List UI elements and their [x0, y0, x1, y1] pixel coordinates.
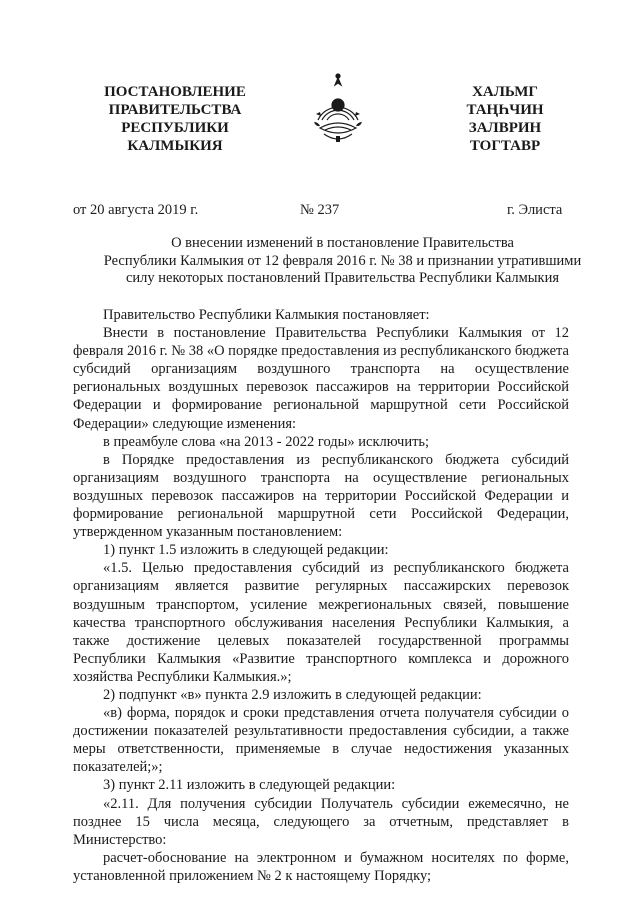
- resolution-title: [100, 235, 585, 288]
- paragraph: 2) подпункт «в» пункта 2.9 изложить в следующей редакции:: [103, 686, 482, 703]
- paragraph: Правительство Республики Калмыкия постановляет:: [103, 307, 430, 323]
- resolution-city: г. Элиста: [507, 202, 563, 218]
- header-right-line: ТАҢҺЧИН: [466, 102, 544, 118]
- header-right-line: ХАЛЬМГ: [472, 84, 538, 100]
- document-body: [73, 306, 569, 885]
- title-line: силу некоторых постановлений Правительства Республики Калмыкия: [125, 270, 560, 286]
- paragraph: «1.5. Целью предоставления субсидий из республиканского бюджета организациям является развитие регулярных пассажирских перевозок воздушным транспортом, усиление межрегиональных связей, повышение качества транспортного обслуживания населения Республики Калмыкия, а также достижение целевых показателей государственной программы Республики Калмыкия «Развитие транспортного комплекса и дорожного хозяйства Республики Калмыкия.»;: [73, 560, 569, 685]
- paragraph: расчет-обоснование на электронном и бумажном носителях по форме, установленной приложением № 2 к настоящему Порядку;: [73, 849, 569, 884]
- header-right-line: ЗАЛВРИН: [468, 120, 542, 136]
- header-kalmyk-title: [440, 83, 570, 155]
- resolution-date: от 20 августа 2019 г.: [73, 202, 199, 218]
- header-russian-title: [95, 83, 255, 155]
- paragraph: 1) пункт 1.5 изложить в следующей редакции:: [103, 542, 389, 559]
- title-line: О внесении изменений в постановление Правительства: [171, 235, 514, 251]
- paragraph: Внести в постановление Правительства Республики Калмыкия от 12 февраля 2016 г. № 38 «О порядке предоставления из республиканского бюджета субсидий организациям воздушного транспорта на осуществление региональных воздушных перевозок пассажиров на территории Российской Федерации и формирование региональной маршрутной сети Российской Федерации» следующие изменения:: [73, 325, 569, 432]
- paragraph: «в) форма, порядок и сроки представления отчета получателя субсидии о достижении показателей результативности предоставления субсидии, а также меры ответственности, применяемые в случае недостижения указанных показателей;»;: [73, 705, 569, 776]
- header-left-line: ПОСТАНОВЛЕНИЕ: [104, 84, 246, 100]
- resolution-number: № 237: [300, 202, 340, 218]
- paragraph: в преамбуле слова «на 2013 - 2022 годы» исключить;: [103, 433, 430, 450]
- paragraph: «2.11. Для получения субсидии Получатель субсидии ежемесячно, не позднее 15 числа месяца, следующего за отчетным, представляет в Министерство:: [73, 795, 569, 848]
- kalmykia-coat-of-arms-icon: [310, 72, 366, 148]
- header-left-line: КАЛМЫКИЯ: [127, 138, 223, 154]
- header-left-line: ПРАВИТЕЛЬСТВА: [108, 102, 242, 118]
- paragraph: 3) пункт 2.11 изложить в следующей редакции:: [103, 777, 396, 794]
- header-left-line: РЕСПУБЛИКИ: [121, 120, 229, 136]
- header-right-line: ТОГТАВР: [469, 138, 541, 154]
- title-line: Республики Калмыкия от 12 февраля 2016 г. № 38 и признании утратившими: [103, 252, 582, 269]
- paragraph: в Порядке предоставления из республиканского бюджета субсидий организациям воздушного транспорта на осуществление региональных воздушных перевозок пассажиров на территории Российской Федерации и формирование региональной маршрутной сети Российской Федерации, утвержденном указанным постановлением:: [73, 451, 569, 541]
